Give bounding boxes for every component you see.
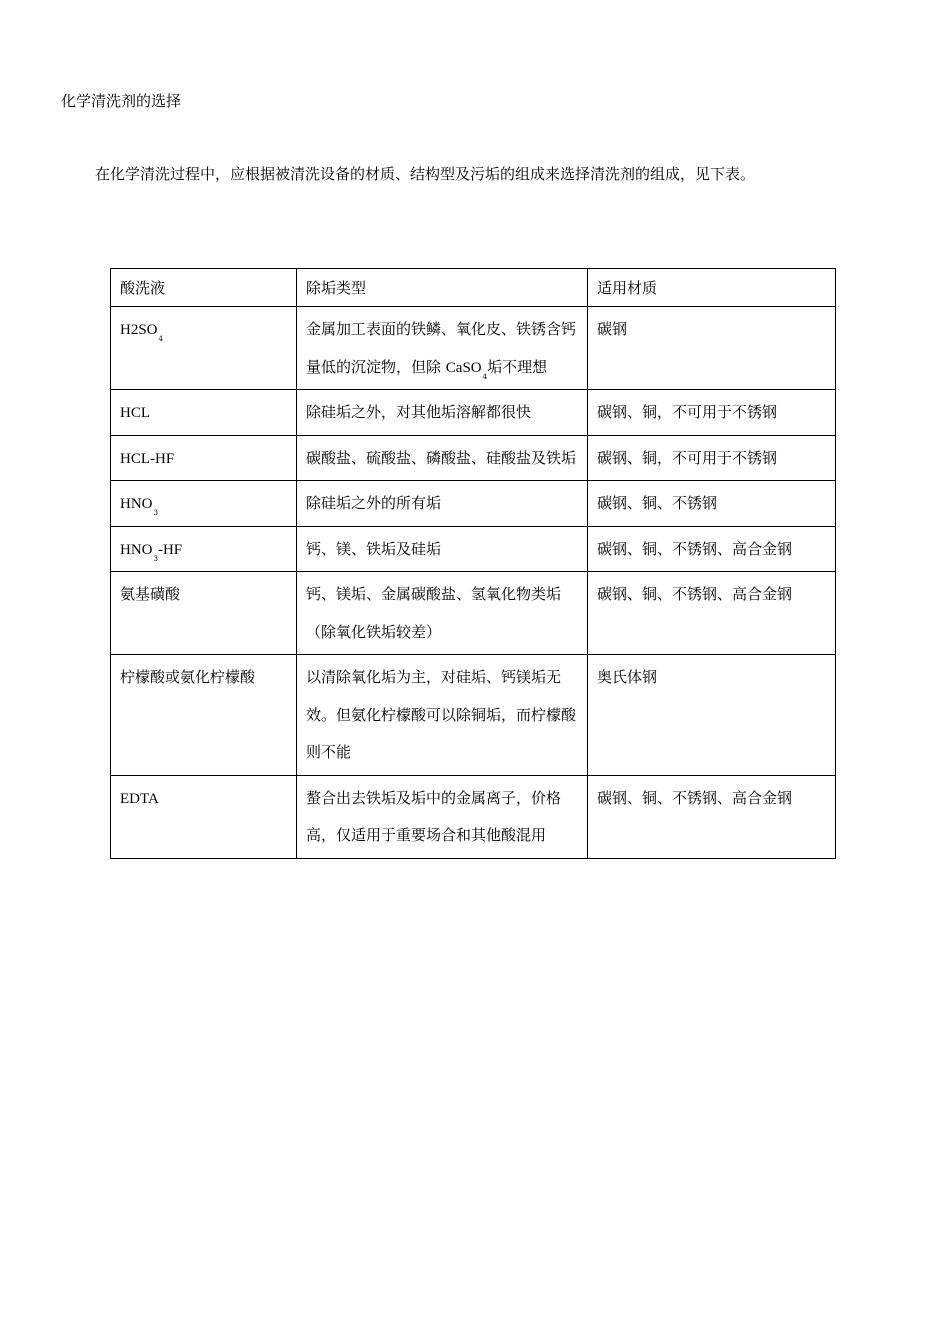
material-text: 碳钢、铜、不锈钢、高合金钢 [597, 788, 793, 807]
acid-subscript: 3 [153, 509, 158, 517]
cell-scale-type [297, 572, 588, 655]
scale-text: 钙、镁、铁垢及硅垢 [306, 539, 442, 558]
cell-acid [111, 526, 297, 572]
scale-text: 碳酸盐、硫酸盐、磷酸盐、硅酸盐及铁垢 [306, 448, 577, 467]
cell-acid [111, 775, 297, 858]
cell-material [588, 526, 836, 572]
material-text: 碳钢、铜、不锈钢、高合金钢 [597, 585, 793, 603]
header-acid: 酸洗液 [111, 269, 297, 307]
cell-material [588, 572, 836, 655]
cell-scale-type [297, 775, 588, 858]
scale-subscript: 4 [482, 372, 488, 381]
table-row [111, 572, 836, 655]
cell-scale-type [297, 526, 588, 572]
scale-text: 除硅垢之外的所有垢 [306, 494, 442, 512]
scale-chem: CaSO [445, 359, 482, 376]
material-text: 碳钢、铜、不锈钢 [597, 494, 718, 512]
cell-scale-type [297, 481, 588, 527]
cell-acid [111, 655, 297, 776]
acid-name: HCL-HF [120, 450, 175, 467]
document-title: 化学清洗剂的选择 [61, 92, 182, 110]
acid-suffix: -HF [157, 541, 183, 558]
material-text: 奥氏体钢 [597, 668, 658, 686]
cell-material [588, 307, 836, 390]
table-row [111, 775, 836, 858]
material-text: 碳钢、铜，不可用于不锈钢 [597, 403, 778, 421]
cell-material [588, 775, 836, 858]
cell-material [588, 481, 836, 527]
cell-material [588, 655, 836, 776]
table-row [111, 481, 836, 527]
scale-text: 螯合出去铁垢及垢中的金属离子，价格高，仅适用于重要场合和其他酸混用 [306, 788, 562, 844]
scale-text: 以清除氧化垢为主，对硅垢、钙镁垢无效。但氨化柠檬酸可以除铜垢，而柠檬酸则不能 [306, 668, 577, 761]
acid-subscript: 3 [153, 554, 158, 563]
cell-acid [111, 390, 297, 436]
cell-scale-type [297, 655, 588, 776]
cell-material [588, 435, 836, 481]
scale-text-tail: 垢不理想 [487, 357, 548, 376]
material-text: 碳钢、铜、不锈钢、高合金钢 [597, 539, 793, 558]
acid-cleaning-table [110, 268, 836, 859]
intro-paragraph: 在化学清洗过程中，应根据被清洗设备的材质、结构型及污垢的组成来选择清洗剂的组成，见下表。 [95, 165, 756, 183]
cell-scale-type [297, 390, 588, 436]
header-scale-type: 除垢类型 [297, 269, 588, 307]
cell-scale-type [297, 435, 588, 481]
table-row [111, 390, 836, 436]
acid-name: 柠檬酸或氨化柠檬酸 [120, 670, 256, 686]
table-row [111, 526, 836, 572]
header-material: 适用材质 [588, 269, 836, 307]
table-header-row [111, 269, 836, 307]
acid-name: HNO [120, 541, 153, 558]
scale-text: 除硅垢之外，对其他垢溶解都很快 [306, 403, 532, 421]
acid-name: HCL [120, 405, 150, 421]
acid-name: EDTA [120, 790, 159, 807]
cell-material [588, 390, 836, 436]
material-text: 碳钢 [597, 320, 628, 338]
cell-scale-type [297, 307, 588, 390]
table-row [111, 655, 836, 776]
scale-text: 钙、镁垢、金属碳酸盐、氢氧化物类垢（除氧化铁垢较差） [306, 585, 562, 641]
cell-acid [111, 435, 297, 481]
acid-name: H2SO [120, 322, 158, 338]
acid-subscript: 4 [158, 335, 163, 343]
cell-acid [111, 307, 297, 390]
acid-name: 氨基磺酸 [120, 587, 181, 603]
cell-acid [111, 572, 297, 655]
table-row [111, 307, 836, 390]
scale-text: 金属加工表面的铁鳞、氧化皮、铁锈含钙量低的沉淀物，但除 [306, 320, 577, 376]
material-text: 碳钢、铜，不可用于不锈钢 [597, 448, 778, 467]
acid-name: HNO [120, 496, 153, 512]
cell-acid [111, 481, 297, 527]
table-row [111, 435, 836, 481]
